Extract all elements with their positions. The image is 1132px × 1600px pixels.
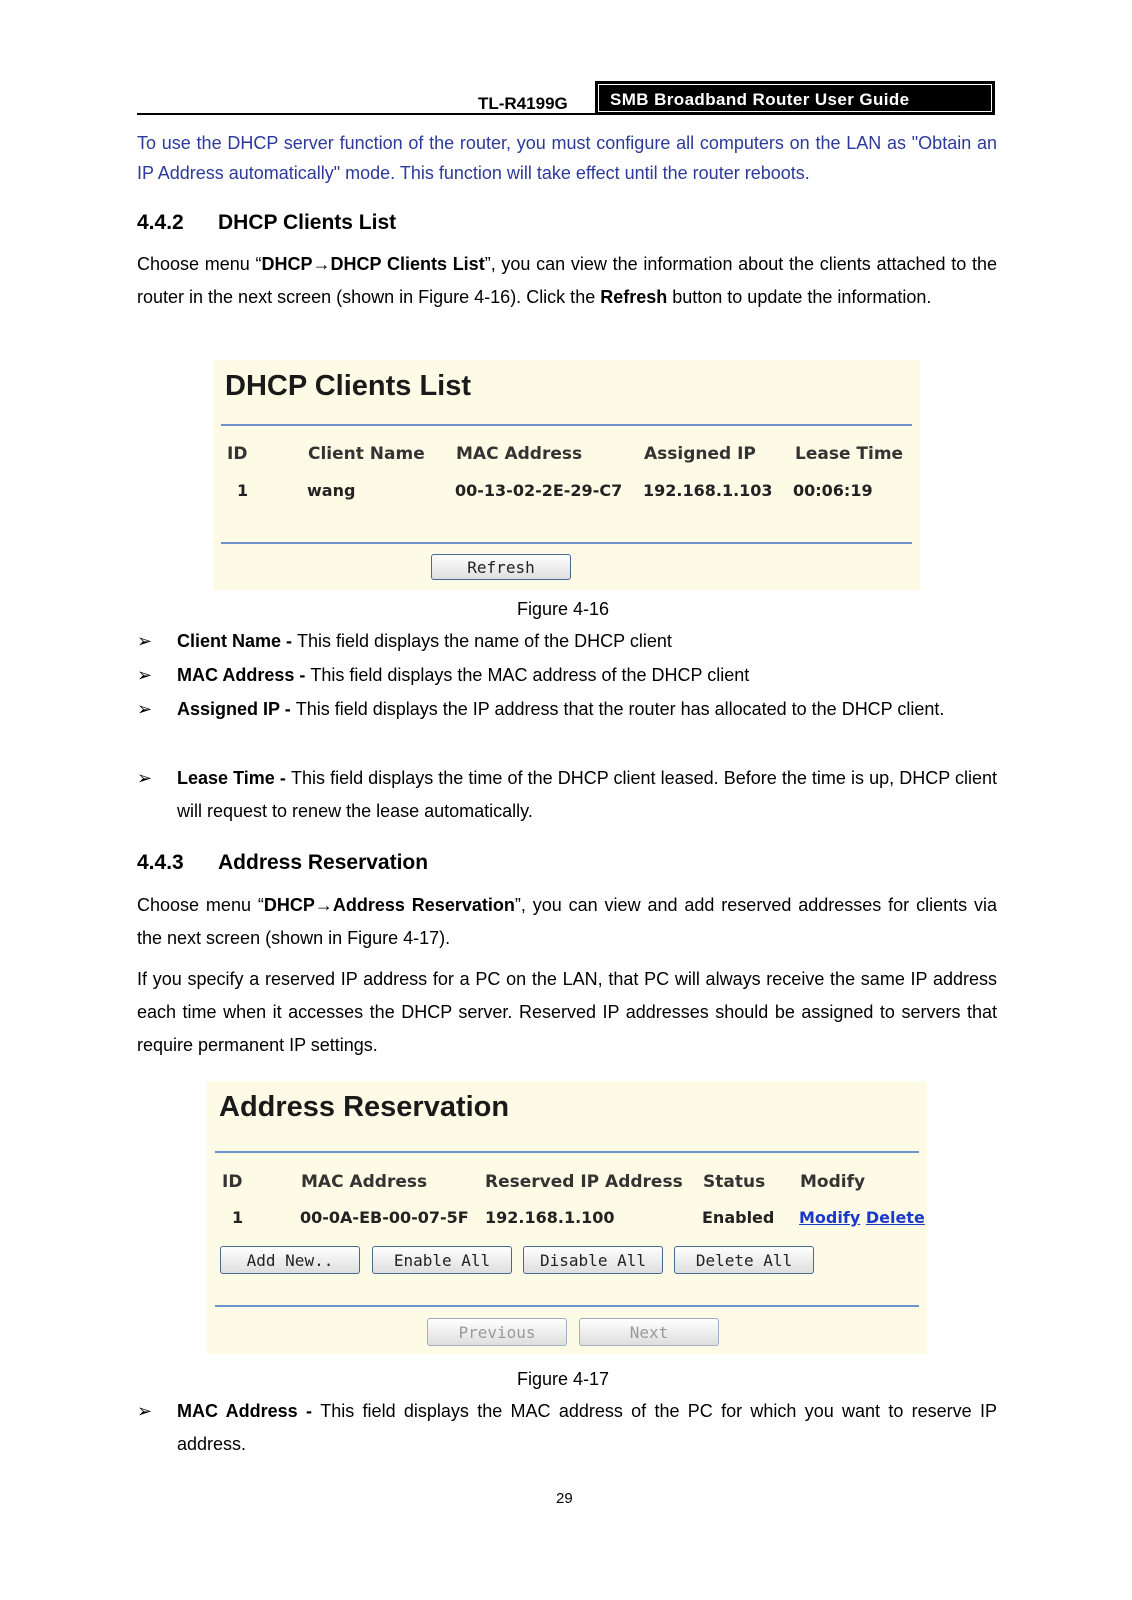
bullet-arrow-icon: ➢ — [137, 665, 153, 685]
list-item: ➢ Client Name - This field displays the name of the DHCP client — [137, 625, 997, 658]
cell-assigned-ip: 192.168.1.103 — [643, 481, 773, 500]
section-number: 4.4.2 — [137, 211, 184, 234]
disable-all-button[interactable]: Disable All — [523, 1246, 663, 1274]
col-header-mac-address: MAC Address — [301, 1172, 428, 1192]
bullet-arrow-icon: ➢ — [137, 699, 153, 719]
col-header-client-name: Client Name — [308, 444, 425, 464]
list-item: ➢ MAC Address - This field displays the MAC address of the PC for which you want to reserve IP address. — [137, 1395, 997, 1461]
cell-lease-time: 00:06:19 — [793, 481, 873, 500]
col-header-lease-time: Lease Time — [795, 444, 904, 464]
next-button[interactable]: Next — [579, 1318, 719, 1346]
col-header-assigned-ip: Assigned IP — [644, 444, 756, 464]
cell-status: Enabled — [702, 1208, 775, 1227]
delete-link[interactable]: Delete — [865, 1208, 925, 1227]
previous-button[interactable]: Previous — [427, 1318, 567, 1346]
section-443-paragraph-1: Choose menu “DHCP→Address Reservation”, you can view and add reserved addresses for clients via the next screen (shown in Figure 4-17). — [137, 895, 997, 948]
page-number: 29 — [556, 1490, 573, 1507]
section-title: Address Reservation — [218, 851, 429, 874]
bullet-arrow-icon: ➢ — [137, 768, 153, 788]
cell-mac-address: 00-13-02-2E-29-C7 — [455, 481, 623, 500]
modify-link[interactable]: Modify — [799, 1208, 861, 1227]
section-heading-443 — [137, 851, 428, 875]
section-title: DHCP Clients List — [218, 211, 397, 234]
table-divider — [221, 542, 912, 544]
col-header-reserved-ip: Reserved IP Address — [485, 1172, 683, 1192]
col-header-id: ID — [222, 1172, 243, 1192]
intro-note: To use the DHCP server function of the router, you must configure all computers on the LAN as "Obtain an IP Address automatically" mode. This function will take effect until the router reboots. — [137, 133, 997, 183]
screenshot-title: DHCP Clients List — [225, 370, 472, 402]
col-header-status: Status — [703, 1172, 766, 1192]
list-item: ➢ Assigned IP - This field displays the IP address that the router has allocated to the DHCP client. — [137, 693, 997, 726]
header-model: TL-R4199G — [478, 94, 568, 113]
cell-modify — [799, 1208, 925, 1227]
title-divider — [221, 424, 912, 426]
figure-caption-4-16: Figure 4-16 — [517, 599, 610, 619]
col-header-modify: Modify — [800, 1172, 866, 1192]
section-heading-442 — [137, 211, 396, 235]
refresh-button[interactable]: Refresh — [431, 554, 571, 580]
cell-mac-address: 00-0A-EB-00-07-5F — [300, 1208, 469, 1227]
dhcp-clients-screenshot — [213, 360, 920, 590]
cell-reserved-ip: 192.168.1.100 — [485, 1208, 615, 1227]
bullet-arrow-icon: ➢ — [137, 1401, 153, 1421]
figure-caption-4-17: Figure 4-17 — [517, 1369, 610, 1389]
cell-id: 1 — [237, 481, 249, 500]
cell-id: 1 — [232, 1208, 244, 1227]
bullet-arrow-icon: ➢ — [137, 631, 153, 651]
list-item: ➢ MAC Address - This field displays the MAC address of the DHCP client — [137, 659, 997, 692]
header-rule — [137, 113, 595, 115]
list-item: ➢ Lease Time - This field displays the time of the DHCP client leased. Before the time is up, DHCP client will request to renew the lease automatically. — [137, 762, 997, 828]
section-number: 4.4.3 — [137, 851, 184, 874]
col-header-mac-address: MAC Address — [456, 444, 583, 464]
add-new-button[interactable]: Add New.. — [220, 1246, 360, 1274]
title-divider — [215, 1151, 919, 1153]
address-reservation-screenshot — [207, 1081, 927, 1354]
delete-all-button[interactable]: Delete All — [674, 1246, 814, 1274]
table-divider — [215, 1305, 919, 1307]
section-443-paragraph-2: If you specify a reserved IP address for a PC on the LAN, that PC will always receive the same IP address each time when it accesses the DHCP server. Reserved IP addresses should be assigned to servers that require permanent IP settings. — [137, 969, 997, 1055]
header-title-box — [595, 81, 995, 115]
section-442-paragraph: Choose menu “DHCP→DHCP Clients List”, you can view the information about the clients attached to the router in the next screen (shown in Figure 4-16). Click the Refresh button to update the information. — [137, 254, 997, 307]
screenshot-title: Address Reservation — [219, 1091, 510, 1123]
enable-all-button[interactable]: Enable All — [372, 1246, 512, 1274]
col-header-id: ID — [227, 444, 248, 464]
header-guide-title: SMB Broadband Router User Guide — [610, 90, 910, 109]
cell-client-name: wang — [307, 481, 356, 500]
